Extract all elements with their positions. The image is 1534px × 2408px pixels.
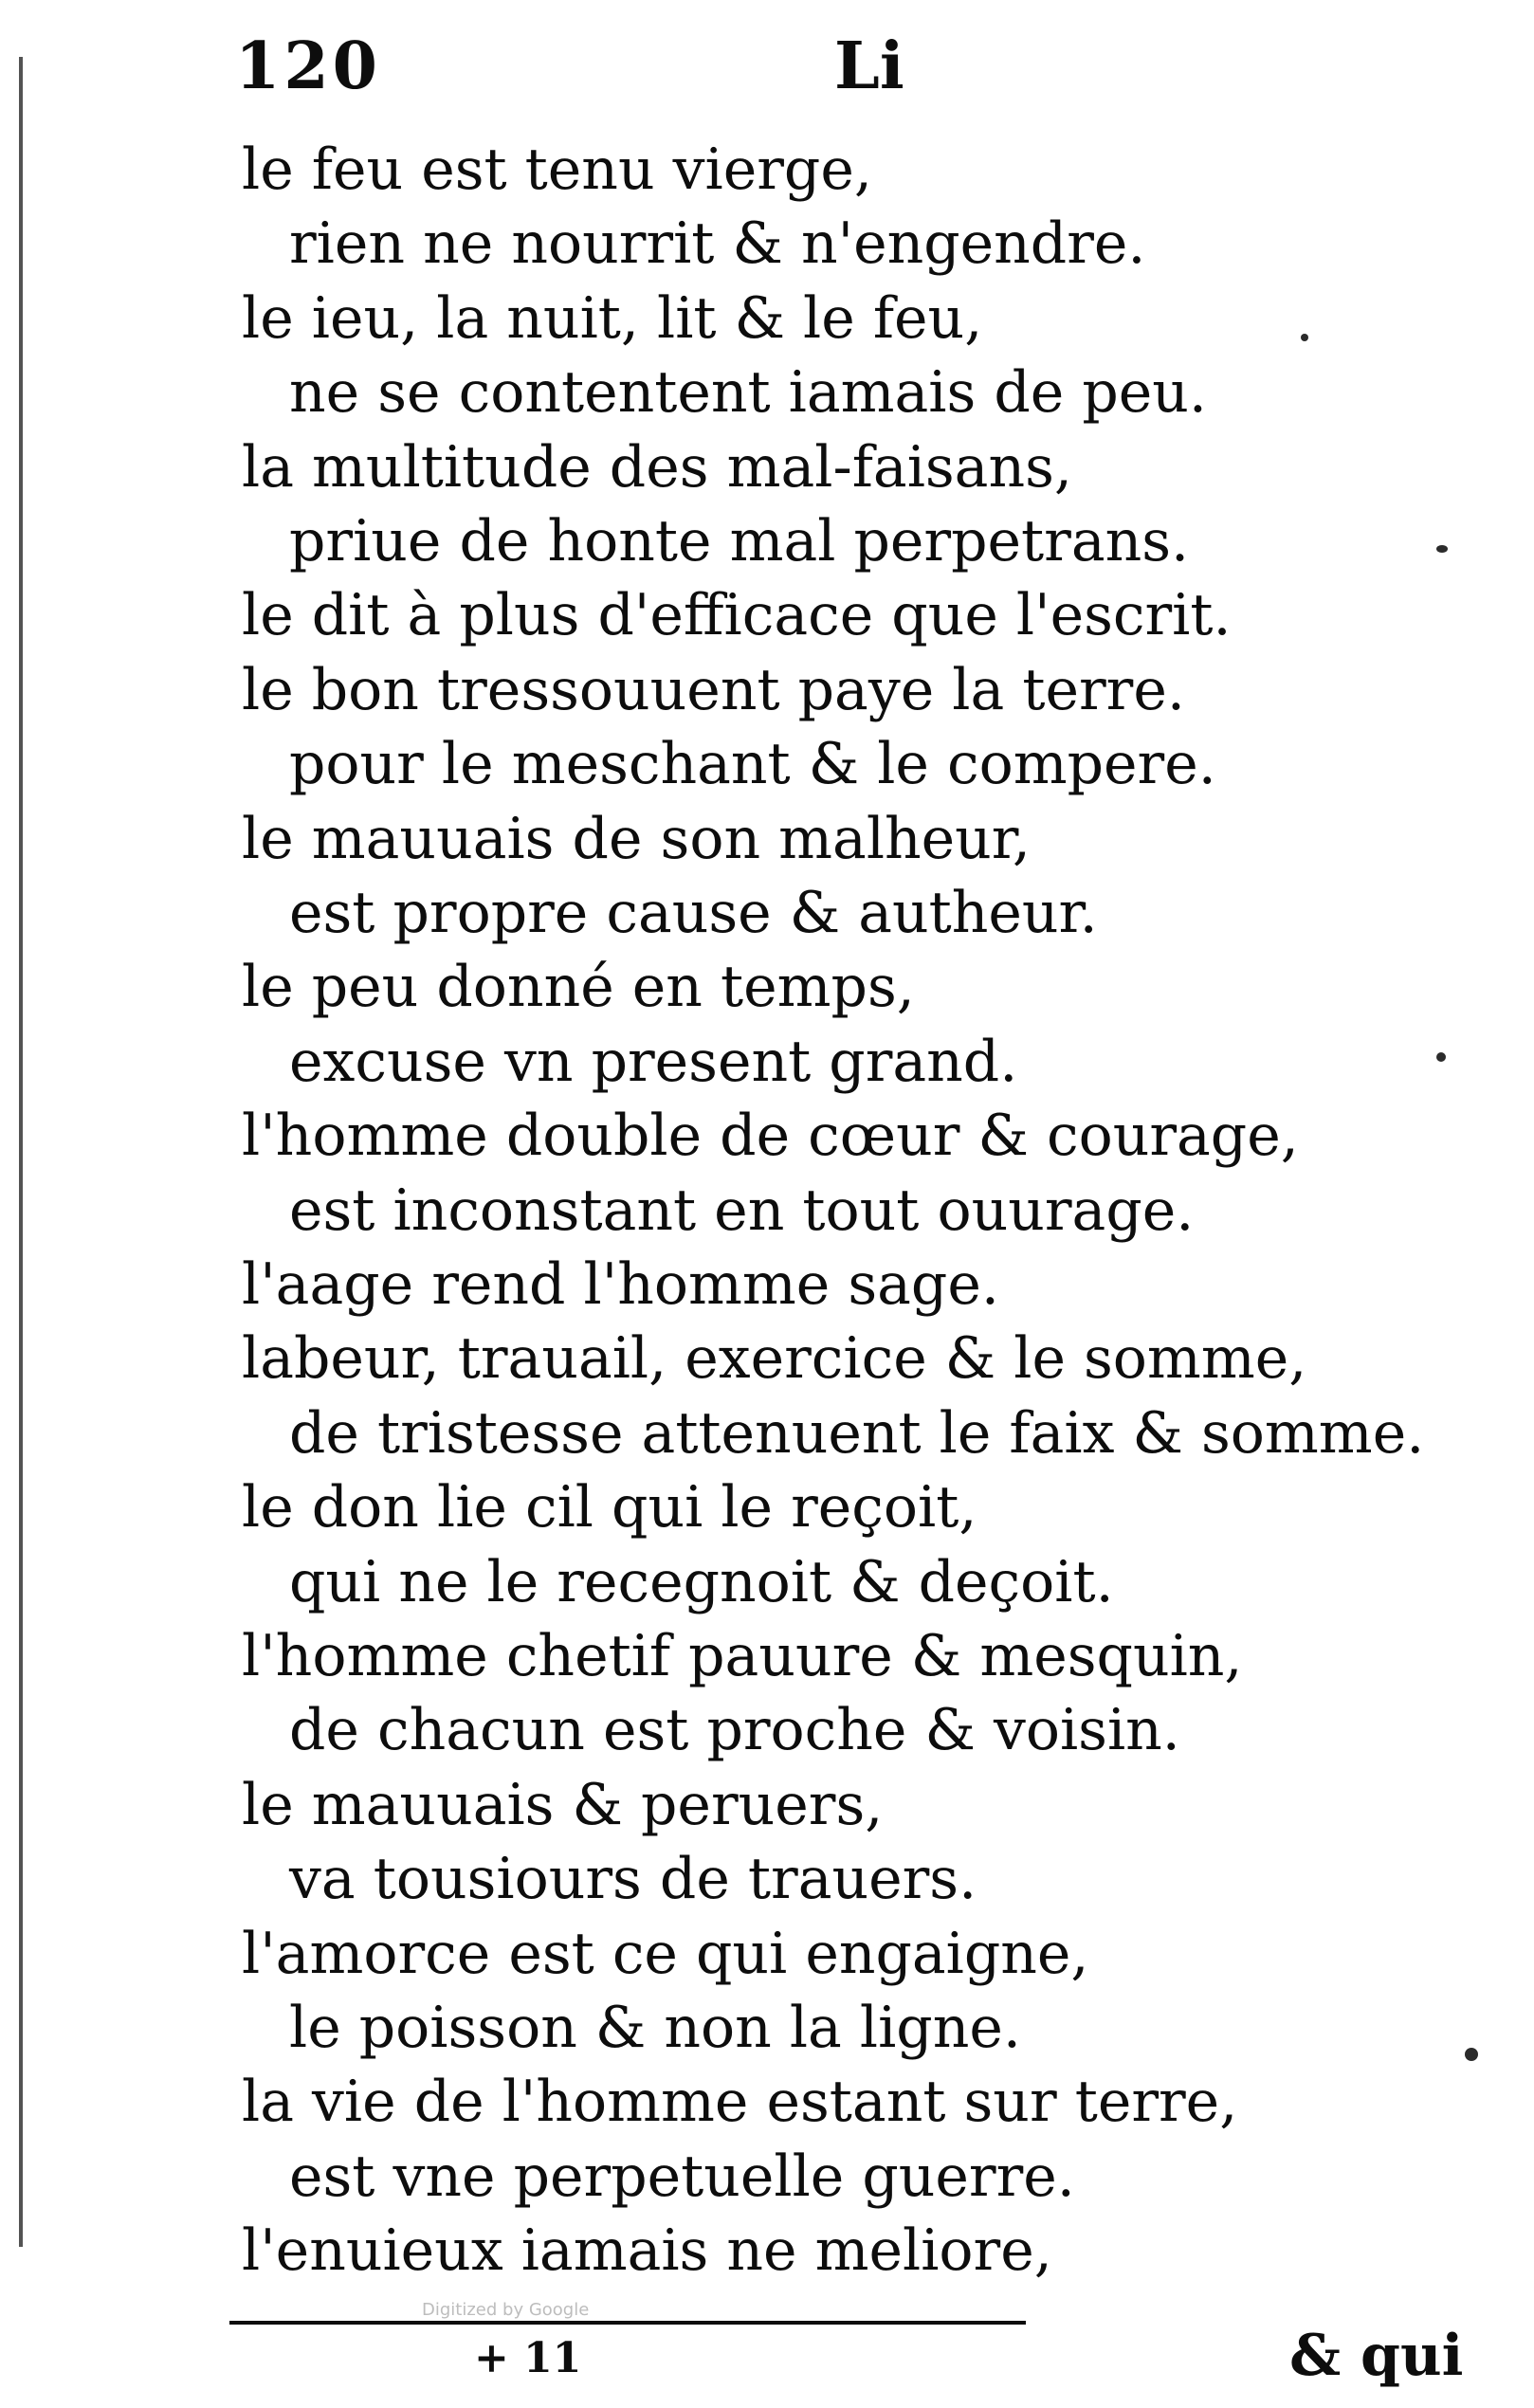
text-line: qui ne le recegnoit & deçoit. <box>289 1548 1114 1615</box>
text-line: le poisson & non la ligne. <box>289 1995 1021 2061</box>
text-line: excuse vn present grand. <box>289 1028 1018 1095</box>
text-line: le mauuais & peruers, <box>242 1771 884 1838</box>
text-line: ne se contentent iamais de peu. <box>289 359 1207 427</box>
text-line: le feu est tenu vierge, <box>242 137 872 203</box>
text-line: l'enuieux iamais ne meliore, <box>242 2217 1052 2285</box>
text-line: l'homme double de cœur & courage, <box>242 1103 1299 1170</box>
text-line: pour le meschant & le compere. <box>289 731 1216 798</box>
ink-speck <box>1465 2048 1478 2061</box>
text-line: va tousiours de trauers. <box>289 1846 977 1913</box>
text-line: priue de honte mal perpetrans. <box>289 508 1190 575</box>
text-line: le don lie cil qui le reçoit, <box>242 1474 977 1541</box>
page-header <box>0 28 1534 114</box>
text-line: l'aage rend l'homme sage. <box>242 1251 999 1318</box>
text-line: le dit à plus d'efficace que l'escrit. <box>242 582 1232 649</box>
text-line: de chacun est proche & voisin. <box>289 1697 1180 1764</box>
text-line: la multitude des mal-faisans, <box>242 433 1072 501</box>
text-line: labeur, trauail, exercice & le somme, <box>242 1325 1307 1393</box>
text-line: rien ne nourrit & n'engendre. <box>289 210 1146 278</box>
text-line: la vie de l'homme estant sur terre, <box>242 2069 1238 2136</box>
text-line: est vne perpetuelle guerre. <box>289 2143 1075 2210</box>
text-line: l'homme chetif pauure & mesquin, <box>242 1623 1243 1689</box>
text-line: est inconstant en tout ouurage. <box>289 1177 1195 1244</box>
gutter-shadow <box>19 57 23 2247</box>
text-line: est propre cause & autheur. <box>289 880 1098 946</box>
text-line: l'amorce est ce qui engaigne, <box>242 1920 1089 1987</box>
text-line: le ieu, la nuit, lit & le feu, <box>242 284 983 352</box>
text-line: le bon tressouuent paye la terre. <box>242 656 1185 723</box>
ink-speck <box>1301 334 1308 341</box>
page-number: 120 <box>235 28 381 104</box>
running-head: Li <box>834 28 904 104</box>
catchword: & qui <box>1289 2323 1464 2389</box>
text-line: le mauuais de son malheur, <box>242 805 1031 872</box>
signature-mark: + 11 <box>474 2334 582 2382</box>
ink-speck <box>1436 1052 1446 1062</box>
watermark: Digitized by Google <box>422 2300 590 2320</box>
text-line: le peu donné en temps, <box>242 954 915 1021</box>
footer-rule <box>229 2321 1026 2325</box>
ink-speck <box>1436 545 1448 553</box>
text-line: de tristesse attenuent le faix & somme. <box>289 1399 1425 1467</box>
